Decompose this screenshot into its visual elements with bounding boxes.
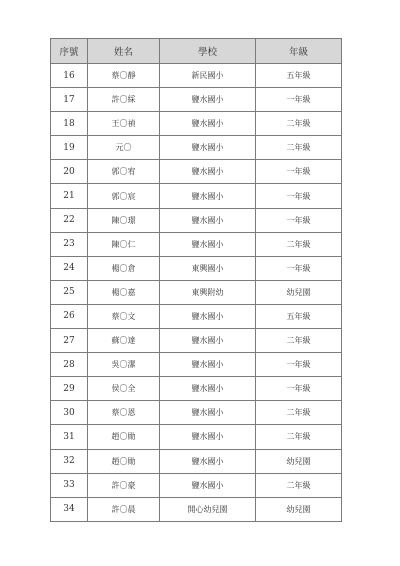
header-name: 姓名 (88, 39, 160, 64)
table-row (51, 329, 342, 353)
row-serial-number: 24 (51, 256, 88, 280)
row-serial-number: 18 (51, 112, 88, 136)
row-grade: 五年級 (256, 304, 342, 328)
row-name: 楊〇倉 (88, 256, 160, 280)
row-school: 鹽水國小 (160, 88, 256, 112)
row-serial-number: 21 (51, 184, 88, 208)
table-row (51, 256, 342, 280)
row-school: 新民國小 (160, 64, 256, 88)
row-school: 東興附幼 (160, 280, 256, 304)
row-name: 陳〇仁 (88, 232, 160, 256)
row-name: 許〇晨 (88, 497, 160, 521)
row-name: 許〇綵 (88, 88, 160, 112)
table-row (51, 353, 342, 377)
row-serial-number: 20 (51, 160, 88, 184)
row-school: 鹽水國小 (160, 184, 256, 208)
table-row (51, 425, 342, 449)
row-grade: 五年級 (256, 64, 342, 88)
table-row (51, 160, 342, 184)
row-school: 東興國小 (160, 256, 256, 280)
row-name: 蘇〇達 (88, 329, 160, 353)
row-grade: 幼兒園 (256, 449, 342, 473)
row-school: 鹽水國小 (160, 160, 256, 184)
student-roster-table (50, 38, 342, 522)
header-school: 學校 (160, 39, 256, 64)
row-serial-number: 34 (51, 497, 88, 521)
row-name: 侯〇全 (88, 377, 160, 401)
row-school: 鹽水國小 (160, 449, 256, 473)
row-grade: 一年級 (256, 377, 342, 401)
row-name: 郭〇宥 (88, 160, 160, 184)
row-serial-number: 31 (51, 425, 88, 449)
row-name: 趙〇勛 (88, 425, 160, 449)
row-serial-number: 22 (51, 208, 88, 232)
header-row (51, 39, 342, 64)
row-serial-number: 27 (51, 329, 88, 353)
row-grade: 二年級 (256, 425, 342, 449)
row-school: 鹽水國小 (160, 377, 256, 401)
row-school: 鹽水國小 (160, 232, 256, 256)
table-row (51, 232, 342, 256)
row-grade: 二年級 (256, 112, 342, 136)
row-name: 吳〇潔 (88, 353, 160, 377)
row-name: 蔡〇文 (88, 304, 160, 328)
table-row (51, 449, 342, 473)
header-serial-number: 序號 (51, 39, 88, 64)
row-grade: 一年級 (256, 88, 342, 112)
row-serial-number: 17 (51, 88, 88, 112)
table-row (51, 280, 342, 304)
table-row (51, 497, 342, 521)
row-serial-number: 19 (51, 136, 88, 160)
row-school: 鹽水國小 (160, 401, 256, 425)
row-school: 開心幼兒園 (160, 497, 256, 521)
row-name: 郭〇宸 (88, 184, 160, 208)
row-school: 鹽水國小 (160, 425, 256, 449)
row-serial-number: 25 (51, 280, 88, 304)
row-school: 鹽水國小 (160, 353, 256, 377)
row-grade: 一年級 (256, 256, 342, 280)
row-name: 陳〇璟 (88, 208, 160, 232)
table-row (51, 208, 342, 232)
row-serial-number: 33 (51, 473, 88, 497)
row-serial-number: 30 (51, 401, 88, 425)
row-serial-number: 16 (51, 64, 88, 88)
row-serial-number: 32 (51, 449, 88, 473)
row-name: 元〇 (88, 136, 160, 160)
row-name: 趙〇勛 (88, 449, 160, 473)
table-row (51, 401, 342, 425)
table-body (51, 64, 342, 522)
row-school: 鹽水國小 (160, 208, 256, 232)
table-row (51, 184, 342, 208)
row-school: 鹽水國小 (160, 112, 256, 136)
row-grade: 一年級 (256, 353, 342, 377)
row-school: 鹽水國小 (160, 304, 256, 328)
row-serial-number: 28 (51, 353, 88, 377)
row-school: 鹽水國小 (160, 136, 256, 160)
row-grade: 一年級 (256, 160, 342, 184)
header-grade: 年級 (256, 39, 342, 64)
row-school: 鹽水國小 (160, 329, 256, 353)
table-row (51, 88, 342, 112)
row-serial-number: 26 (51, 304, 88, 328)
table-row (51, 136, 342, 160)
row-grade: 二年級 (256, 232, 342, 256)
row-grade: 二年級 (256, 136, 342, 160)
row-name: 許〇豪 (88, 473, 160, 497)
table-row (51, 112, 342, 136)
table-row (51, 377, 342, 401)
row-serial-number: 29 (51, 377, 88, 401)
row-grade: 二年級 (256, 401, 342, 425)
row-serial-number: 23 (51, 232, 88, 256)
row-grade: 二年級 (256, 329, 342, 353)
row-grade: 一年級 (256, 208, 342, 232)
row-grade: 幼兒園 (256, 280, 342, 304)
table-row (51, 64, 342, 88)
table-row (51, 304, 342, 328)
row-name: 楊〇嘉 (88, 280, 160, 304)
row-grade: 二年級 (256, 473, 342, 497)
row-grade: 幼兒園 (256, 497, 342, 521)
row-school: 鹽水國小 (160, 473, 256, 497)
table-row (51, 473, 342, 497)
row-name: 王〇禎 (88, 112, 160, 136)
row-name: 蔡〇恩 (88, 401, 160, 425)
row-name: 蔡〇靜 (88, 64, 160, 88)
row-grade: 一年級 (256, 184, 342, 208)
